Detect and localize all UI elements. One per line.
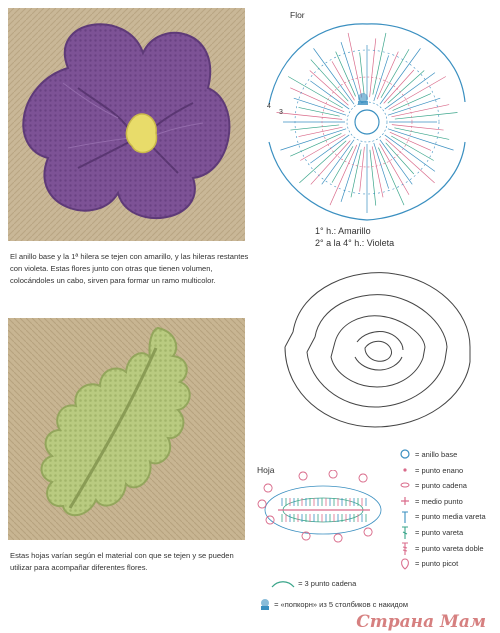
legend-item — [395, 510, 500, 526]
popcorn-icon — [258, 598, 272, 612]
stitch-mark — [373, 33, 386, 95]
flower-photo — [8, 8, 245, 241]
legend-item — [395, 526, 500, 542]
circle-icon — [399, 448, 411, 462]
legend-label: = punto vareta doble — [415, 543, 484, 553]
chain-arc-legend — [270, 579, 356, 589]
flower-diagram-title: Flor — [290, 10, 305, 20]
stitch-mark — [389, 77, 446, 110]
plus-icon — [399, 495, 411, 509]
base-ring-circle — [355, 110, 379, 134]
stitch-mark — [378, 148, 404, 206]
legend-label: = punto vareta — [415, 527, 464, 537]
picot-icon — [399, 557, 411, 571]
stitch-mark — [380, 144, 410, 195]
stitch-mark — [348, 33, 362, 98]
row-note-violet: 2° a la 4° h.: Violeta — [315, 238, 395, 248]
crochet-leaf-image — [8, 318, 245, 540]
petal-rows-svg — [265, 262, 485, 432]
legend-item — [395, 495, 500, 511]
legend-label: = punto media vareta — [415, 512, 486, 522]
row-number: 4 — [267, 103, 271, 110]
double-crochet-icon — [399, 526, 411, 540]
leaf-crochet-diagram — [248, 470, 398, 550]
popcorn-stitch-icon — [358, 93, 368, 105]
row-number: 3 — [279, 109, 283, 116]
leaf-photo — [8, 318, 245, 540]
legend-label: = punto picot — [415, 559, 459, 569]
popcorn-legend — [258, 598, 408, 612]
stitch-mark — [391, 105, 449, 117]
stitch-mark — [311, 141, 350, 185]
stitch-mark — [310, 81, 349, 109]
stitch-mark — [299, 107, 340, 116]
stitch-mark — [380, 48, 421, 104]
legend-label: = punto enano — [415, 465, 464, 475]
chain-arc-label: = 3 punto cadena — [298, 579, 357, 588]
legend-label: = punto cadena — [415, 481, 467, 491]
petal-rows-diagram — [265, 262, 485, 432]
stitch-mark — [332, 61, 355, 100]
stitch-mark — [370, 38, 376, 97]
legend-label: = medio punto — [415, 496, 463, 506]
legend-label: = anillo base — [415, 450, 458, 459]
leaf-caption: Estas hojas varían según el material con que se tejen y se pueden utilizar para acompañar diferentes flores. — [10, 551, 234, 572]
dot-icon — [399, 464, 411, 478]
stitch-mark — [299, 141, 346, 183]
stitch-mark — [386, 139, 435, 183]
flower-crochet-diagram — [255, 12, 483, 224]
watermark-logo: Страна Мам — [356, 612, 486, 632]
flower-diagram-svg — [255, 12, 483, 224]
legend-item — [395, 464, 500, 480]
legend-item — [395, 479, 500, 495]
stitch-mark — [336, 52, 356, 97]
treble-crochet-icon — [399, 542, 411, 556]
legend-item — [395, 542, 500, 558]
flower-caption: El anillo base y la 1ª hilera se tejen con amarillo, y las hileras restantes con violeta. Estas flores junto con otras que tienen volumen, colocándoles un cabo, sirven para formar un ramo multicolor. — [10, 252, 249, 285]
chain-arc-icon — [270, 579, 296, 589]
half-double-crochet-icon — [399, 510, 411, 524]
legend-item — [395, 448, 500, 464]
stitch-mark — [288, 77, 343, 109]
stitch-mark — [360, 52, 364, 94]
stitch-mark — [314, 48, 355, 104]
legend-item — [395, 557, 500, 573]
stitch-mark — [341, 143, 360, 202]
stitch-mark — [341, 42, 360, 101]
stitch-mark — [276, 112, 342, 119]
popcorn-label: = «попкорн» из 5 столбиков с накидом — [274, 599, 408, 609]
stitch-legend — [395, 448, 500, 573]
stitch-mark — [386, 143, 414, 174]
chain-oval-icon — [399, 479, 411, 493]
stitch-mark — [388, 70, 424, 103]
stitch-mark — [391, 136, 433, 161]
leaf-diagram-title: Hoja — [257, 465, 275, 475]
crochet-pansy-image — [8, 8, 245, 241]
stitch-mark — [310, 135, 349, 163]
row-note-yellow: 1° h.: Amarillo — [315, 226, 371, 236]
leaf-diagram-svg — [248, 470, 398, 550]
stitch-mark — [395, 112, 458, 119]
